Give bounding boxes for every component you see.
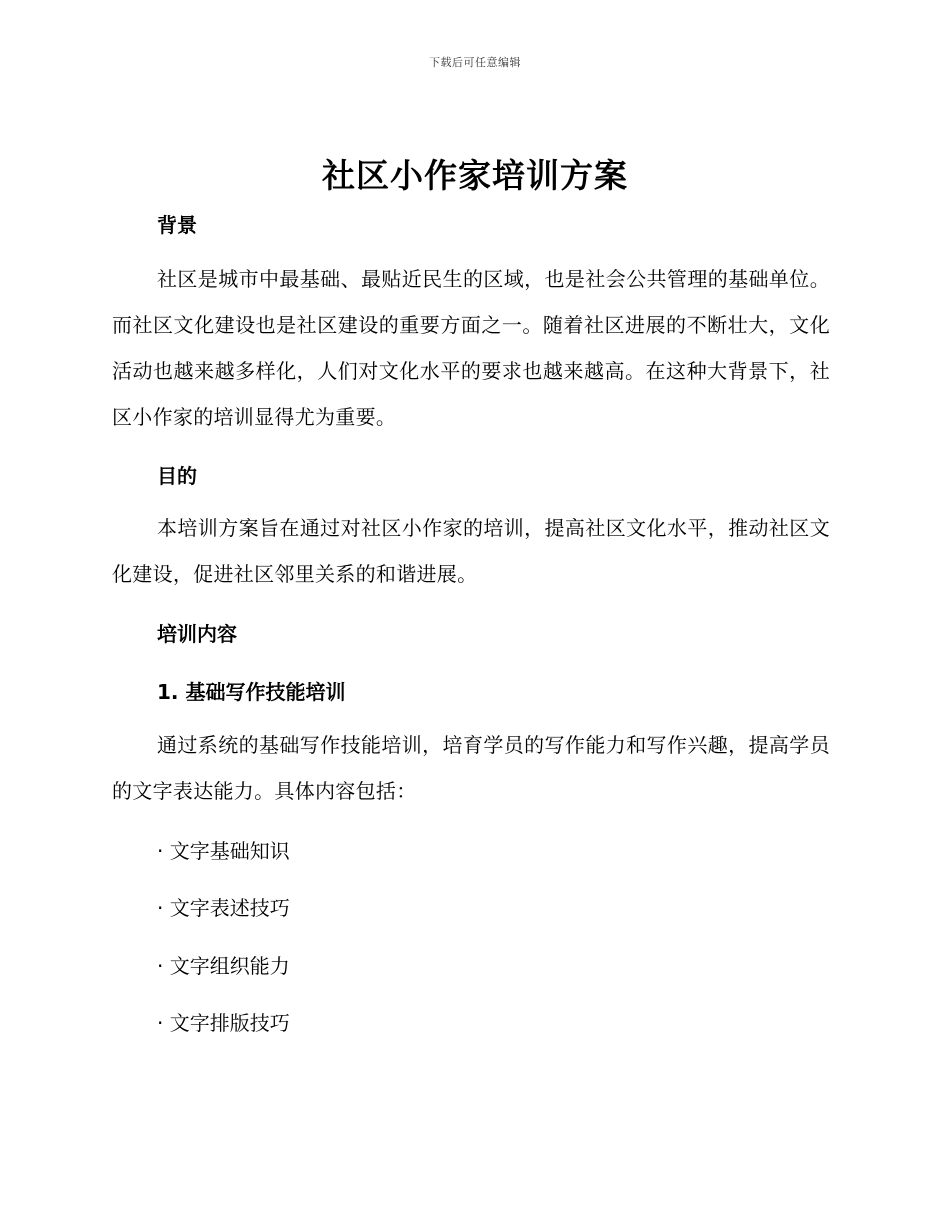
list-item: · 文字组织能力 — [157, 954, 290, 978]
background-paragraph: 社区是城市中最基础、最贴近民生的区域，也是社会公共管理的基础单位。而社区文化建设也是社区建设的重要方面之一。随着社区进展的不断壮大，文化活动也越来越多样化，人们对文化水平的要求也越来越高。在这种大背景下，社区小作家的培训显得尤为重要。 — [112, 267, 830, 429]
list-item: · 文字基础知识 — [157, 839, 290, 863]
document-title: 社区小作家培训方案 — [322, 156, 628, 195]
purpose-paragraph: 本培训方案旨在通过对社区小作家的培训，提高社区文化水平，推动社区文化建设，促进社区邻里关系的和谐进展。 — [112, 516, 830, 586]
list-item: · 文字表述技巧 — [157, 896, 290, 920]
purpose-heading: 目的 — [157, 464, 197, 488]
background-heading: 背景 — [157, 213, 197, 237]
page-header-note: 下载后可任意编辑 — [429, 56, 521, 69]
section-1-paragraph: 通过系统的基础写作技能培训，培育学员的写作能力和写作兴趣，提高学员的文字表达能力。具体内容包括： — [112, 733, 830, 803]
section-1-heading: 1. 基础写作技能培训 — [157, 680, 346, 704]
list-item: · 文字排版技巧 — [157, 1011, 290, 1035]
training-content-heading: 培训内容 — [157, 622, 237, 646]
